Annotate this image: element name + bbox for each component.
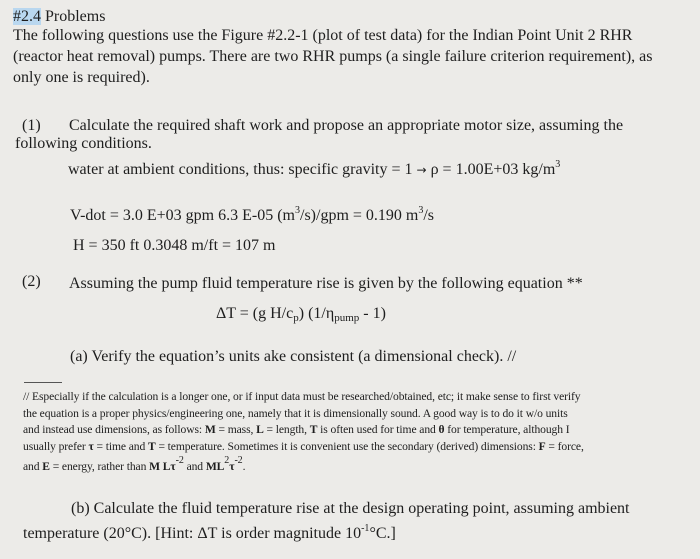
- question-1-text: Calculate the required shaft work and propose an appropriate motor size, assuming the: [69, 117, 624, 134]
- equation-subscript-pump: pump: [334, 312, 360, 324]
- water-conditions-line: [68, 161, 560, 179]
- intro-line-3: only one is required).: [13, 69, 150, 86]
- note-line-4: usually prefer τ = time and T = temperature. Sometimes it is convenient use the secondary (derived) dimensions: F = force,: [23, 440, 584, 453]
- equation-subscript-p: p: [293, 312, 299, 324]
- note-line-1: // Especially if the calculation is a longer one, or if input data must be researched/obtained, etc; it make sense to first verify: [23, 390, 581, 403]
- vdot-text-c: /s: [423, 207, 435, 224]
- section-heading: [13, 8, 105, 26]
- intro-line-1: The following questions use the Figure #2.2-1 (plot of test data) for the Indian Point Unit 2 RHR: [13, 27, 633, 44]
- arrow-icon: →: [416, 163, 427, 177]
- question-1-continuation: following conditions.: [15, 135, 152, 152]
- heading-word: Problems: [45, 8, 106, 25]
- vdot-text-b: /s)/gpm = 0.190 m: [300, 207, 419, 224]
- part-a-text: (a) Verify the equation’s units ake consistent (a dimensional check). //: [70, 348, 517, 365]
- equation-part-b: ) (1/η: [298, 305, 335, 322]
- vdot-exponent-1: 3: [295, 205, 300, 216]
- equation-part-c: - 1): [359, 305, 386, 322]
- question-2-number: (2): [22, 273, 41, 290]
- part-b-line-1: (b) Calculate the fluid temperature rise at the design operating point, assuming ambient: [71, 500, 630, 517]
- density-exponent: 3: [555, 159, 561, 170]
- question-2-text: Assuming the pump fluid temperature rise is given by the following equation **: [69, 275, 583, 292]
- head-line: H = 350 ft 0.3048 m/ft = 107 m: [73, 237, 276, 254]
- note-line-3: and instead use dimensions, as follows: M = mass, L = length, T is often used for time and θ for temperature, although I: [23, 423, 570, 436]
- equation-part-a: ΔT = (g H/c: [216, 305, 294, 322]
- part-b-exponent: -1: [361, 523, 370, 534]
- temperature-rise-equation: [216, 305, 386, 323]
- vdot-exponent-2: 3: [418, 205, 424, 216]
- intro-line-2: (reactor heat removal) pumps. There are two RHR pumps (a single failure criterion requirement), as: [13, 48, 653, 65]
- part-b-unit: °C.]: [369, 525, 396, 542]
- water-conditions-text: water at ambient conditions, thus: specific gravity = 1: [68, 161, 413, 178]
- footnote-divider: [24, 382, 62, 383]
- note-line-2: the equation is a proper physics/engineering one, namely that it is dimensionally sound. A good way is to do it w/o units: [23, 407, 568, 420]
- question-1-number: (1): [22, 117, 41, 134]
- highlighted-section-number: #2.4: [13, 8, 41, 25]
- part-b-line-2: [23, 525, 396, 543]
- density-value: ρ = 1.00E+03 kg/m: [430, 161, 556, 178]
- note-line-5: and E = energy, rather than M $L\tau^{-2}$ and $ML^2\tau^{-2}$.: [23, 455, 246, 473]
- volumetric-flow-line: [70, 207, 434, 225]
- vdot-text-a: V-dot = 3.0 E+03 gpm 6.3 E-05 (m: [70, 207, 295, 224]
- part-b-text: temperature (20°C). [Hint: ΔT is order magnitude 10: [23, 525, 362, 542]
